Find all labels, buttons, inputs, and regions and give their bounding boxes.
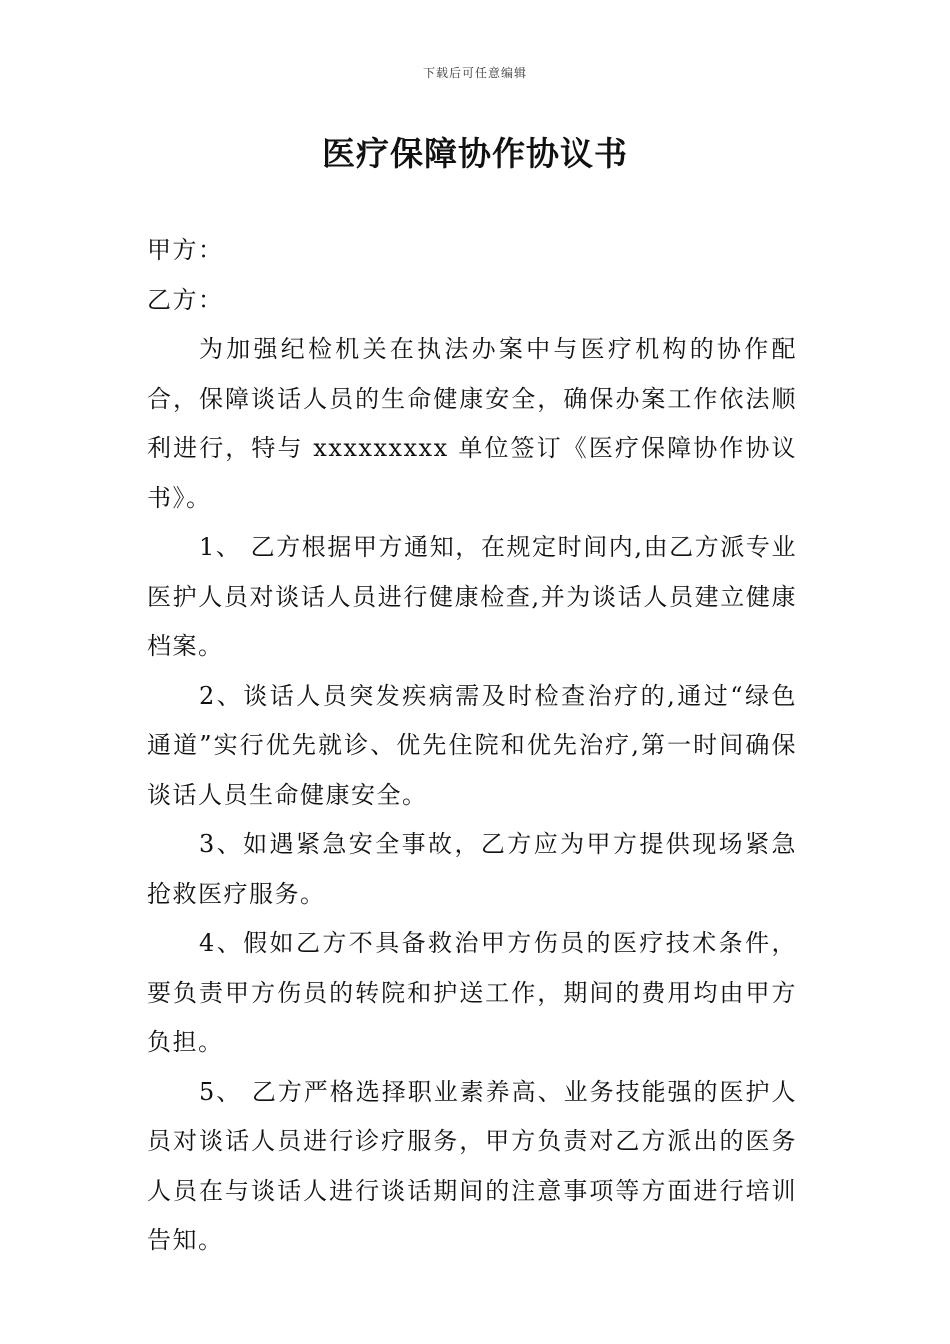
intro-paragraph: 为加强纪检机关在执法办案中与医疗机构的协作配合，保障谈话人员的生命健康安全，确保办案工作依法顺利进行，特与 xxxxxxxxx 单位签订《医疗保障协作协议书》。 (147, 335, 797, 512)
party-b-label: 乙方： (147, 285, 224, 314)
clause-2-paragraph: 2、谈话人员突发疾病需及时检查治疗的,通过“绿色通道”实行优先就诊、优先住院和优先治疗,第一时间确保谈话人员生命健康安全。 (147, 681, 797, 809)
document-body (147, 226, 797, 1266)
party-a-label: 甲方： (147, 236, 224, 264)
clause-3-paragraph: 3、如遇紧急安全事故，乙方应为甲方提供现场紧急抢救医疗服务。 (147, 830, 797, 908)
clause-1-paragraph: 1、 乙方根据甲方通知，在规定时间内,由乙方派专业医护人员对谈话人员进行健康检查,并为谈话人员建立健康档案。 (147, 533, 797, 660)
document-title: 医疗保障协作协议书 (322, 134, 628, 173)
clause-4-paragraph: 4、假如乙方不具备救治甲方伤员的医疗技术条件，要负责甲方伤员的转院和护送工作，期间的费用均由甲方负担。 (147, 929, 797, 1056)
clause-5-paragraph: 5、 乙方严格选择职业素养高、业务技能强的医护人员对谈话人员进行诊疗服务，甲方负责对乙方派出的医务人员在与谈话人进行谈话期间的注意事项等方面进行培训告知。 (147, 1077, 797, 1254)
header-note: 下载后可任意编辑 (422, 66, 527, 80)
